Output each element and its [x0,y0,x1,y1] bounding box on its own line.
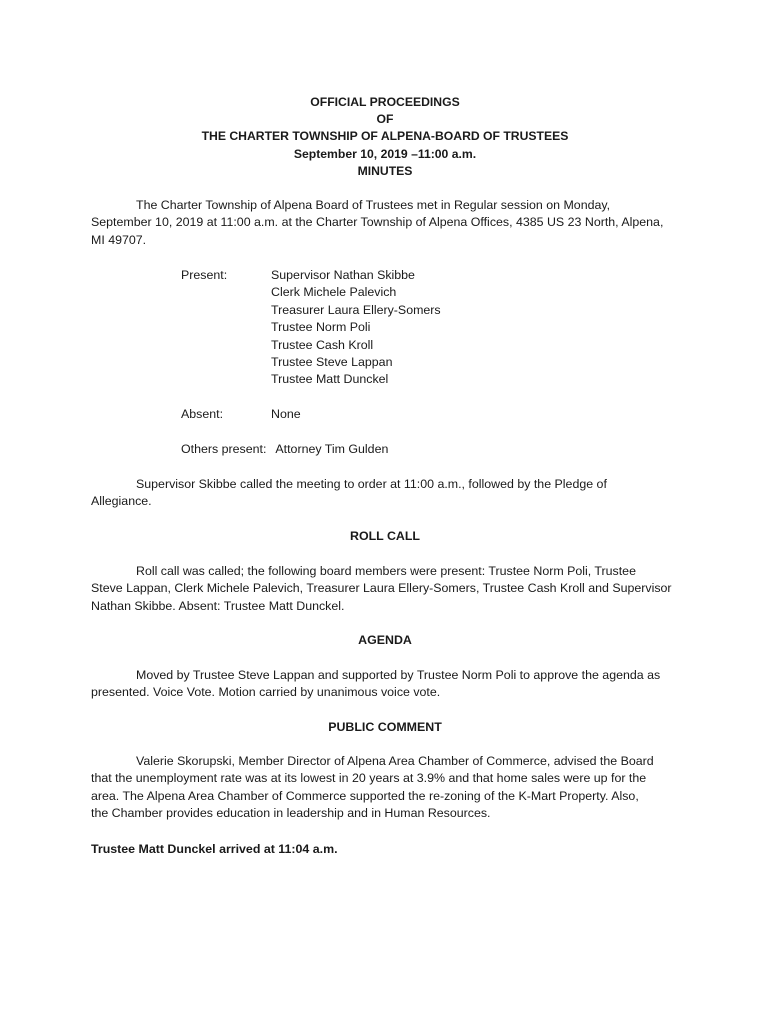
present-list [271,267,441,389]
header-minutes: MINUTES [357,163,413,178]
public-comment-line-1: Valerie Skorupski, Member Director of Alpena Area Chamber of Commerce, advised the Board [136,754,654,768]
arrival-note: Trustee Matt Dunckel arrived at 11:04 a.m. [91,842,338,856]
absent-label: Absent: [181,407,224,421]
present-member: Treasurer Laura Ellery-Somers [271,302,441,317]
call-to-order-line-2: Allegiance. [91,494,152,509]
public-comment-line-2: that the unemployment rate was at its lowest in 20 years at 3.9% and that home sales were up for the [91,771,647,786]
roll-call-paragraph [91,563,691,615]
call-to-order-paragraph [91,476,691,511]
present-member: Trustee Norm Poli [271,320,371,335]
present-label: Present: [181,268,228,282]
present-member: Supervisor Nathan Skibbe [271,268,415,282]
document-header [0,94,770,180]
others-present [181,441,388,458]
public-comment-line-4: the Chamber provides education in leadership and in Human Resources. [91,806,491,821]
roll-call-line-1: Roll call was called; the following board members were present: Trustee Norm Poli, Trustee [136,564,636,578]
present-member: Trustee Steve Lappan [271,355,393,370]
intro-line-1: The Charter Township of Alpena Board of Trustees met in Regular session on Monday, [136,198,611,212]
header-board: THE CHARTER TOWNSHIP OF ALPENA-BOARD OF TRUSTEES [201,129,569,144]
public-comment-paragraph [91,753,691,823]
present-member: Clerk Michele Palevich [271,285,397,300]
intro-line-2: September 10, 2019 at 11:00 a.m. at the Charter Township of Alpena Offices, 4385 US 23 North, Alpena, [91,215,664,230]
header-date: September 10, 2019 –11:00 a.m. [293,146,477,161]
roll-call-line-2: Steve Lappan, Clerk Michele Palevich, Treasurer Laura Ellery-Somers, Trustee Cash Kroll and Supervisor [91,581,672,596]
public-comment-line-3: area. The Alpena Area Chamber of Commerce supported the re-zoning of the K-Mart Property. Also, [91,788,639,803]
roll-call-line-3: Nathan Skibbe. Absent: Trustee Matt Dunckel. [91,598,345,613]
intro-paragraph [91,197,691,249]
others-present-label: Others present: [181,442,267,456]
header-of: OF [376,112,394,127]
roll-call-heading: ROLL CALL [350,529,420,543]
call-to-order-line-1: Supervisor Skibbe called the meeting to order at 11:00 a.m., followed by the Pledge of [136,477,607,491]
present-member: Trustee Cash Kroll [271,337,374,352]
absent-value: None [271,407,301,421]
public-comment-heading: PUBLIC COMMENT [328,720,442,734]
agenda-paragraph [91,667,691,702]
agenda-heading: AGENDA [358,633,412,647]
present-member: Trustee Matt Dunckel [271,372,389,387]
header-title: OFFICIAL PROCEEDINGS [310,95,460,109]
intro-line-3: MI 49707. [91,232,147,247]
agenda-line-1: Moved by Trustee Steve Lappan and supported by Trustee Norm Poli to approve the agenda as [136,668,661,682]
others-present-value: Attorney Tim Gulden [275,442,389,456]
agenda-line-2: presented. Voice Vote. Motion carried by unanimous voice vote. [91,685,441,700]
